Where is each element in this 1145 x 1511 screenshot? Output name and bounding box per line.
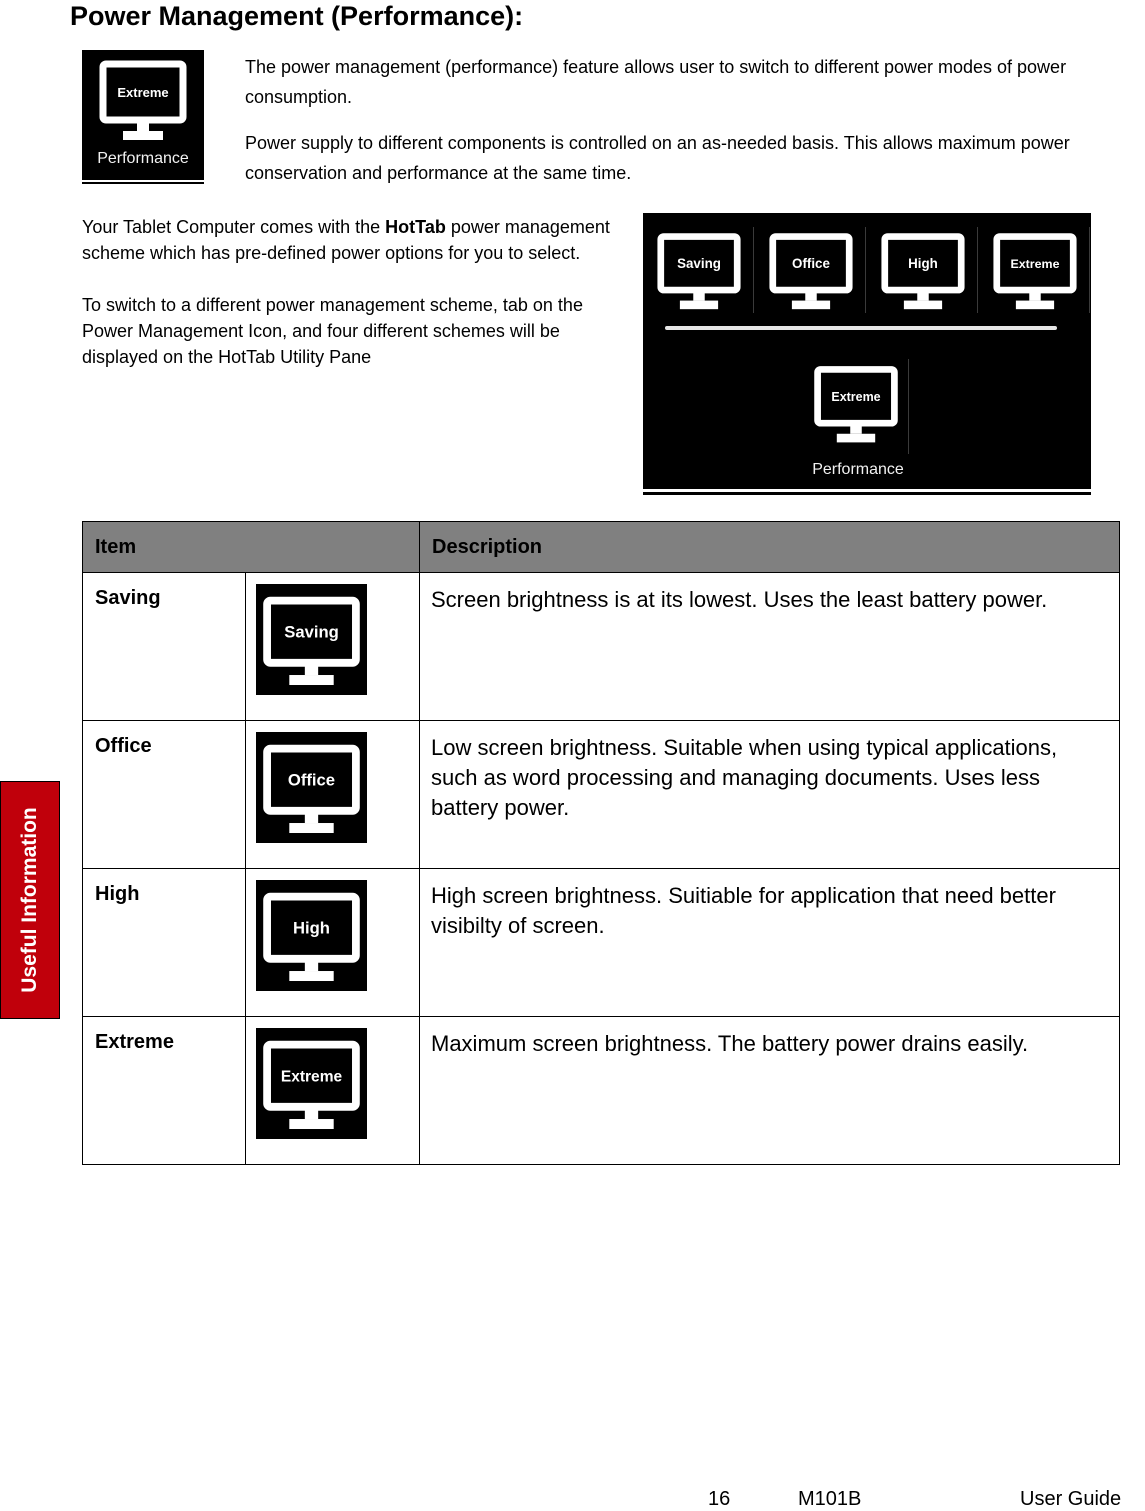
- pane-tile-office[interactable]: [763, 227, 866, 313]
- divider: [643, 492, 1091, 495]
- mode-description: Low screen brightness. Suitable when using typical applications, such as word processing and managing documents. Uses less battery power.: [420, 721, 1120, 869]
- monitor-icon: [763, 227, 859, 313]
- table-row: [83, 573, 1120, 721]
- table-header-row: [83, 522, 1120, 573]
- mode-description: Maximum screen brightness. The battery power drains easily.: [420, 1017, 1120, 1165]
- section-side-tab-label: Useful Information: [18, 807, 41, 993]
- monitor-icon: [256, 732, 367, 843]
- section-side-tab: [0, 781, 60, 1019]
- mode-icon-cell: [246, 869, 420, 1017]
- monitor-icon: [987, 227, 1083, 313]
- svg-text:Saving: Saving: [284, 622, 339, 642]
- perf-icon-caption: Performance: [97, 150, 189, 167]
- footer-page-number: 16: [708, 1488, 731, 1510]
- pane-tile-extreme[interactable]: [987, 227, 1090, 313]
- hottab-name: HotTab: [385, 217, 446, 237]
- power-modes-table: [82, 521, 1120, 1165]
- svg-text:High: High: [908, 256, 938, 272]
- svg-text:High: High: [293, 918, 330, 938]
- hottab-paragraph-1: Your Tablet Computer comes with the HotTab power management scheme which has pre-defined power options for you to select.: [82, 217, 610, 263]
- mode-description: High screen brightness. Suitiable for application that need better visibilty of screen.: [420, 869, 1120, 1017]
- page-title: Power Management (Performance):: [70, 1, 524, 31]
- hottab-explanation: [82, 214, 627, 396]
- mode-icon-cell: [246, 721, 420, 869]
- svg-text:Extreme: Extreme: [831, 390, 881, 405]
- pane-tile-saving[interactable]: [651, 227, 754, 313]
- table-row: [83, 721, 1120, 869]
- monitor-icon: [875, 227, 971, 313]
- monitor-icon: [82, 50, 204, 150]
- svg-text:Extreme: Extreme: [1010, 257, 1060, 272]
- mode-name: Extreme: [83, 1017, 246, 1165]
- monitor-icon: [651, 227, 747, 313]
- footer-model: M101B: [798, 1488, 862, 1510]
- table-row: [83, 1017, 1120, 1165]
- svg-text:Extreme: Extreme: [280, 1068, 343, 1086]
- intro-text: [245, 52, 1125, 204]
- pane-separator: [665, 326, 1057, 330]
- svg-text:Saving: Saving: [677, 256, 721, 272]
- pane-performance-button[interactable]: [808, 359, 909, 454]
- monitor-icon: [256, 1028, 367, 1139]
- pane-performance-caption: Performance: [812, 461, 904, 478]
- hottab-paragraph-2: To switch to a different power management scheme, tab on the Power Management Icon, and four different schemes will be displayed on the HotTab Utility Pane: [82, 295, 583, 367]
- divider: [82, 182, 204, 184]
- table-row: [83, 869, 1120, 1017]
- intro-paragraph-2: Power supply to different components is controlled on an as-needed basis. This allows maximum power conservation and performance at the same time.: [245, 133, 1070, 183]
- intro-paragraph-1: The power management (performance) feature allows user to switch to different power modes of power consumption.: [245, 57, 1067, 107]
- mode-icon-cell: [246, 573, 420, 721]
- pane-tile-high[interactable]: [875, 227, 978, 313]
- column-header-description: Description: [420, 522, 1120, 573]
- mode-description: Screen brightness is at its lowest. Uses the least battery power.: [420, 573, 1120, 721]
- mode-icon-cell: [246, 1017, 420, 1165]
- footer-doc-name: User Guide: [1020, 1488, 1122, 1510]
- mode-name: Saving: [83, 573, 246, 721]
- monitor-icon: [808, 359, 904, 449]
- perf-icon-screen-label: Extreme: [117, 85, 169, 100]
- svg-text:Office: Office: [287, 770, 336, 790]
- monitor-icon: [256, 880, 367, 991]
- monitor-icon: [256, 584, 367, 695]
- performance-icon: [82, 50, 204, 180]
- mode-name: High: [83, 869, 246, 1017]
- mode-name: Office: [83, 721, 246, 869]
- svg-text:Office: Office: [792, 256, 830, 272]
- column-header-item: Item: [83, 522, 420, 573]
- hottab-utility-pane: [643, 213, 1091, 489]
